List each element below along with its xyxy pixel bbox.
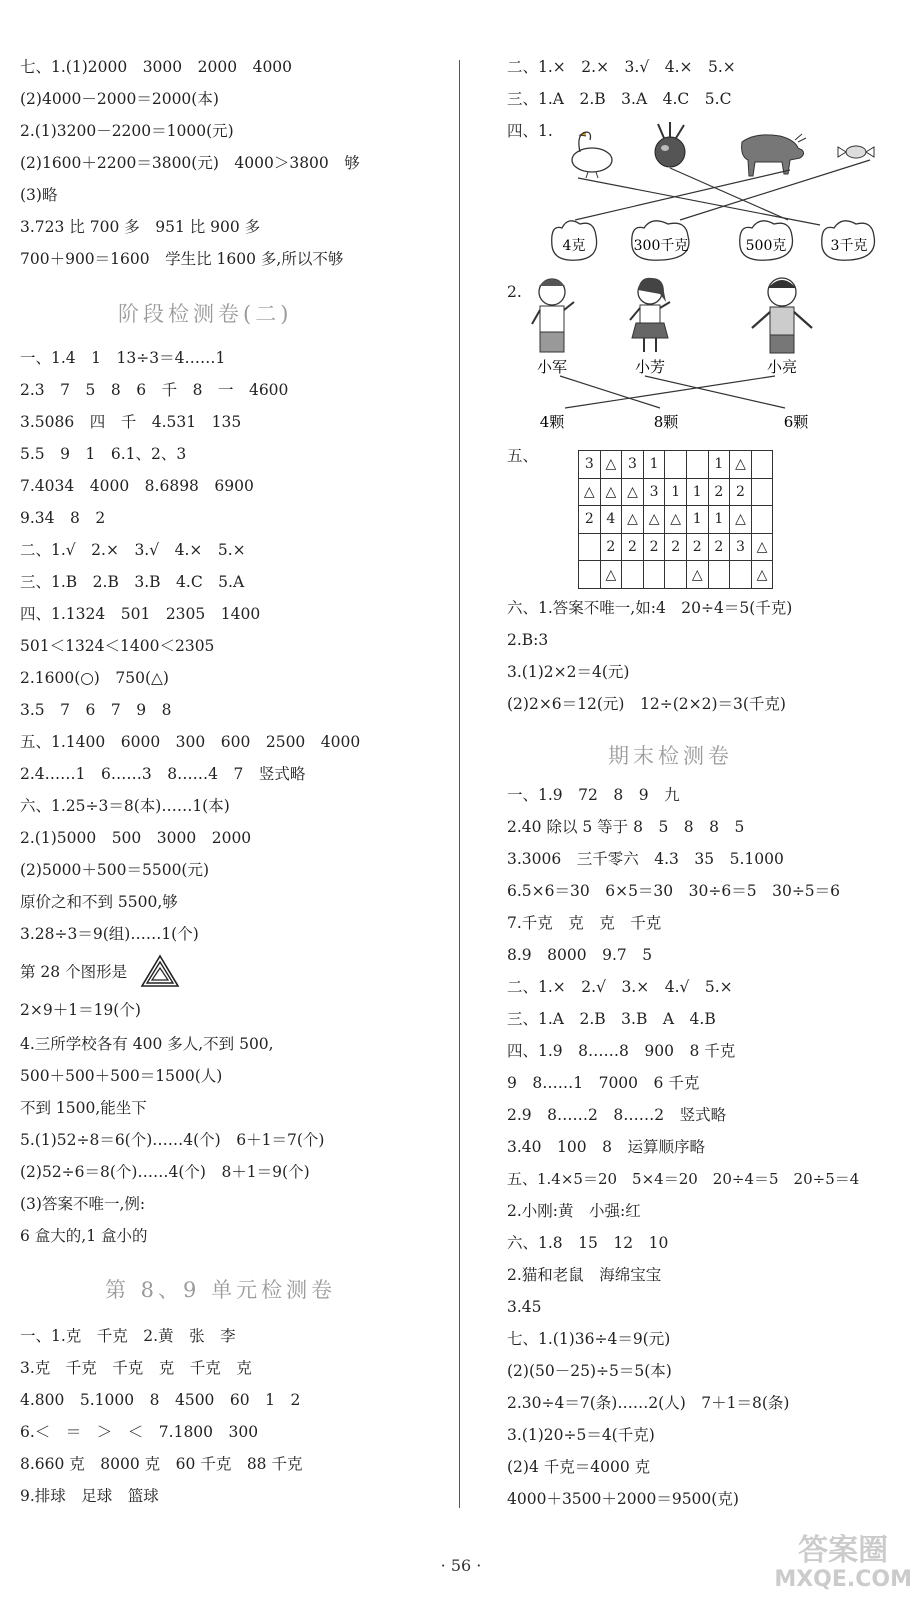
answer-line: 4000＋3500＋2000＝9500(克) — [507, 1490, 739, 1508]
answer-line: 5.(1)52÷8＝6(个)……4(个) 6＋1＝7(个) — [20, 1131, 325, 1149]
answer-line: 3.723 比 700 多 951 比 900 多 — [20, 218, 261, 236]
answer-grid — [578, 450, 773, 589]
answer-line: 五、1.4×5＝20 5×4＝20 20÷4＝5 20÷5＝4 — [507, 1170, 860, 1188]
answer-line: 一、1.克 千克 2.黄 张 李 — [20, 1327, 236, 1345]
weight-label: 3千克 — [830, 238, 868, 254]
answer-line: 七、1.(1)36÷4＝9(元) — [507, 1330, 671, 1348]
answer-line: 七、1.(1)2000 3000 2000 4000 — [20, 58, 293, 76]
grid-cell — [686, 451, 708, 479]
answer-line: (2)(50－25)÷5＝5(本) — [507, 1362, 672, 1380]
watermark-logo: 答案圈 — [798, 1533, 889, 1568]
matching-diagram-kids — [520, 272, 840, 437]
candy-icon — [838, 146, 874, 158]
answer-line: 3.(1)20÷5＝4(千克) — [507, 1426, 655, 1444]
grid-cell: 1 — [708, 451, 730, 479]
grid-cell: △ — [622, 506, 644, 534]
grid-cell: △ — [600, 478, 622, 506]
answer-line: (3)答案不唯一,例: — [20, 1195, 146, 1213]
kid-name: 小亮 — [766, 358, 798, 376]
answer-line: 2. — [507, 283, 522, 301]
girl-xiaofang-icon — [630, 278, 670, 352]
weight-label: 300千克 — [633, 238, 689, 254]
answer-line: 3.5086 四 千 4.531 135 — [20, 413, 242, 431]
grid-row — [579, 561, 773, 589]
answer-line: 3.28÷3＝9(组)……1(个) — [20, 925, 199, 943]
count-label: 4颗 — [539, 413, 565, 431]
answer-line: 9 8……1 7000 6 千克 — [507, 1074, 700, 1092]
grid-cell: 3 — [730, 533, 752, 561]
answer-line: 2.猫和老鼠 海绵宝宝 — [507, 1266, 662, 1284]
grid-cell: △ — [600, 561, 622, 589]
left-column — [0, 0, 455, 1600]
grid-cell: 2 — [665, 533, 687, 561]
answer-line: (2)1600＋2200＝3800(元) 4000＞3800 够 — [20, 154, 360, 172]
watermark-url: MXQE.COM — [774, 1567, 912, 1592]
grid-cell: △ — [730, 506, 752, 534]
answer-line: 不到 1500,能坐下 — [20, 1099, 147, 1117]
grid-cell — [665, 561, 687, 589]
answer-line: 2.(1)5000 500 3000 2000 — [20, 829, 252, 847]
answer-line: (2)4000－2000＝2000(本) — [20, 90, 219, 108]
grid-cell — [622, 561, 644, 589]
answer-line: 6.5×6＝30 6×5＝30 30÷6＝5 30÷5＝6 — [507, 882, 841, 900]
grid-row — [579, 506, 773, 534]
answer-line: 三、1.A 2.B 3.A 4.C 5.C — [507, 90, 732, 108]
answer-line: 一、1.9 72 8 9 九 — [507, 786, 680, 804]
grid-cell: △ — [751, 533, 773, 561]
watermark — [774, 1534, 912, 1592]
weight-bubble — [632, 221, 689, 260]
answer-line: 2.40 除以 5 等于 8 5 8 8 5 — [507, 818, 745, 836]
answer-line: 3.克 千克 千克 克 千克 克 — [20, 1359, 252, 1377]
weight-bubble — [552, 221, 597, 260]
answer-line: 4.800 5.1000 8 4500 60 1 2 — [20, 1391, 301, 1409]
answer-line: 二、1.× 2.× 3.√ 4.× 5.× — [507, 58, 736, 76]
grid-cell — [708, 561, 730, 589]
grid-cell: 2 — [622, 533, 644, 561]
answer-line: 三、1.A 2.B 3.B A 4.B — [507, 1010, 716, 1028]
grid-cell: 2 — [643, 533, 665, 561]
answer-line: 四、1.9 8……8 900 8 千克 — [507, 1042, 736, 1060]
boy-xiaojun-icon — [532, 279, 574, 352]
weight-bubble — [740, 221, 793, 260]
answer-line: (2)5000＋500＝5500(元) — [20, 861, 210, 879]
answer-line: 2.4……1 6……3 8……4 7 竖式略 — [20, 765, 306, 783]
answer-line: 四、1. — [507, 122, 553, 140]
answer-line: 原价之和不到 5500,够 — [20, 893, 178, 911]
answer-line: 2.30÷4＝7(条)……2(人) 7＋1＝8(条) — [507, 1394, 790, 1412]
page-number: · 56 · — [440, 1556, 482, 1575]
answer-line: 8.9 8000 9.7 5 — [507, 946, 653, 964]
weight-bubble — [822, 221, 875, 260]
grid-cell: △ — [622, 478, 644, 506]
answer-line: (3)略 — [20, 186, 58, 204]
grid-cell: 2 — [708, 533, 730, 561]
answer-line: 2.1600(○) 750(△) — [20, 669, 169, 687]
answer-line: 五、 — [507, 447, 539, 465]
count-label: 6颗 — [783, 413, 809, 431]
grid-cell: △ — [665, 506, 687, 534]
radish-icon — [655, 122, 685, 167]
answer-line: 2×9＋1＝19(个) — [20, 1001, 141, 1019]
grid-cell — [579, 533, 601, 561]
count-label: 8颗 — [653, 413, 679, 431]
kid-name: 小芳 — [634, 358, 666, 376]
grid-cell: △ — [751, 561, 773, 589]
answer-line: (2)4 千克＝4000 克 — [507, 1458, 651, 1476]
section-heading: 期末检测卷 — [608, 744, 733, 768]
answer-line: 2.B:3 — [507, 631, 549, 649]
answer-line: 700＋900＝1600 学生比 1600 多,所以不够 — [20, 250, 344, 268]
answer-line: 7.千克 克 克 千克 — [507, 914, 662, 932]
grid-cell: 2 — [579, 506, 601, 534]
grid-cell: 3 — [643, 478, 665, 506]
answer-line: 2.3 7 5 8 6 千 8 一 4600 — [20, 381, 289, 399]
answer-line: 2.小刚:黄 小强:红 — [507, 1202, 641, 1220]
answer-line: 三、1.B 2.B 3.B 4.C 5.A — [20, 573, 245, 591]
answer-line: (2)52÷6＝8(个)……4(个) 8＋1＝9(个) — [20, 1163, 310, 1181]
answer-line: 7.4034 4000 8.6898 6900 — [20, 477, 254, 495]
grid-cell: △ — [600, 451, 622, 479]
grid-cell: 2 — [686, 533, 708, 561]
answer-line: 5.5 9 1 6.1、2、3 — [20, 445, 187, 463]
column-divider — [459, 60, 460, 1508]
grid-cell: 2 — [600, 533, 622, 561]
matching-diagram-weights — [540, 120, 880, 270]
answer-line: 2.(1)3200－2200＝1000(元) — [20, 122, 234, 140]
grid-cell: 1 — [708, 506, 730, 534]
answer-line: 4.三所学校各有 400 多人,不到 500, — [20, 1035, 274, 1053]
answer-line: 3.40 100 8 运算顺序略 — [507, 1138, 705, 1156]
answer-line: 五、1.1400 6000 300 600 2500 4000 — [20, 733, 361, 751]
answer-line: (2)2×6＝12(元) 12÷(2×2)＝3(千克) — [507, 695, 786, 713]
grid-cell — [579, 561, 601, 589]
grid-cell: 1 — [665, 478, 687, 506]
answer-line: 500＋500＋500＝1500(人) — [20, 1067, 223, 1085]
grid-cell: 1 — [643, 451, 665, 479]
grid-cell: 3 — [579, 451, 601, 479]
weight-label: 500克 — [745, 238, 787, 254]
grid-cell: 2 — [730, 478, 752, 506]
grid-cell: 1 — [686, 506, 708, 534]
answer-line: 9.排球 足球 篮球 — [20, 1487, 159, 1505]
grid-cell: △ — [643, 506, 665, 534]
cow-icon — [742, 134, 806, 176]
answer-line: 501＜1324＜1400＜2305 — [20, 637, 215, 655]
weight-label: 4克 — [562, 238, 586, 254]
grid-row — [579, 478, 773, 506]
section-heading: 阶段检测卷(二) — [118, 302, 293, 326]
grid-cell — [643, 561, 665, 589]
answer-line: 3.3006 三千零六 4.3 35 5.1000 — [507, 850, 784, 868]
grid-row — [579, 533, 773, 561]
grid-cell: △ — [579, 478, 601, 506]
answer-line: 8.660 克 8000 克 60 千克 88 千克 — [20, 1455, 303, 1473]
goose-icon — [572, 132, 612, 178]
page-number-value: 56 — [450, 1556, 472, 1575]
answer-line: 六、1.8 15 12 10 — [507, 1234, 669, 1252]
answer-line: 一、1.4 1 13÷3＝4……1 — [20, 349, 226, 367]
grid-cell — [665, 451, 687, 479]
grid-row — [579, 451, 773, 479]
answer-line: 3.5 7 6 7 9 8 — [20, 701, 172, 719]
answer-line: 六、1.25÷3＝8(本)……1(本) — [20, 797, 230, 815]
grid-cell: △ — [730, 451, 752, 479]
boy-xiaoliang-icon — [752, 278, 812, 353]
answer-line: 第 28 个图形是 — [20, 963, 128, 981]
answer-line: 3.(1)2×2＝4(元) — [507, 663, 630, 681]
grid-cell: 3 — [622, 451, 644, 479]
nested-triangle-icon — [140, 954, 180, 988]
grid-cell: 1 — [686, 478, 708, 506]
grid-cell — [751, 506, 773, 534]
grid-cell: 2 — [708, 478, 730, 506]
grid-cell: △ — [686, 561, 708, 589]
answer-line: 6 盒大的,1 盒小的 — [20, 1227, 148, 1245]
grid-cell — [751, 478, 773, 506]
answer-line: 6.＜ ＝ ＞ ＜ 7.1800 300 — [20, 1423, 259, 1441]
answer-line: 9.34 8 2 — [20, 509, 106, 527]
answer-line: 二、1.× 2.√ 3.× 4.√ 5.× — [507, 978, 733, 996]
answer-line: 3.45 — [507, 1298, 542, 1316]
grid-cell — [751, 451, 773, 479]
answer-line: 二、1.√ 2.× 3.√ 4.× 5.× — [20, 541, 246, 559]
grid-cell: 4 — [600, 506, 622, 534]
answer-line: 六、1.答案不唯一,如:4 20÷4＝5(千克) — [507, 599, 793, 617]
answer-line: 2.9 8……2 8……2 竖式略 — [507, 1106, 727, 1124]
kid-name: 小军 — [536, 358, 568, 376]
answer-line: 四、1.1324 501 2305 1400 — [20, 605, 261, 623]
grid-cell — [730, 561, 752, 589]
section-heading: 第 8、9 单元检测卷 — [105, 1278, 337, 1302]
